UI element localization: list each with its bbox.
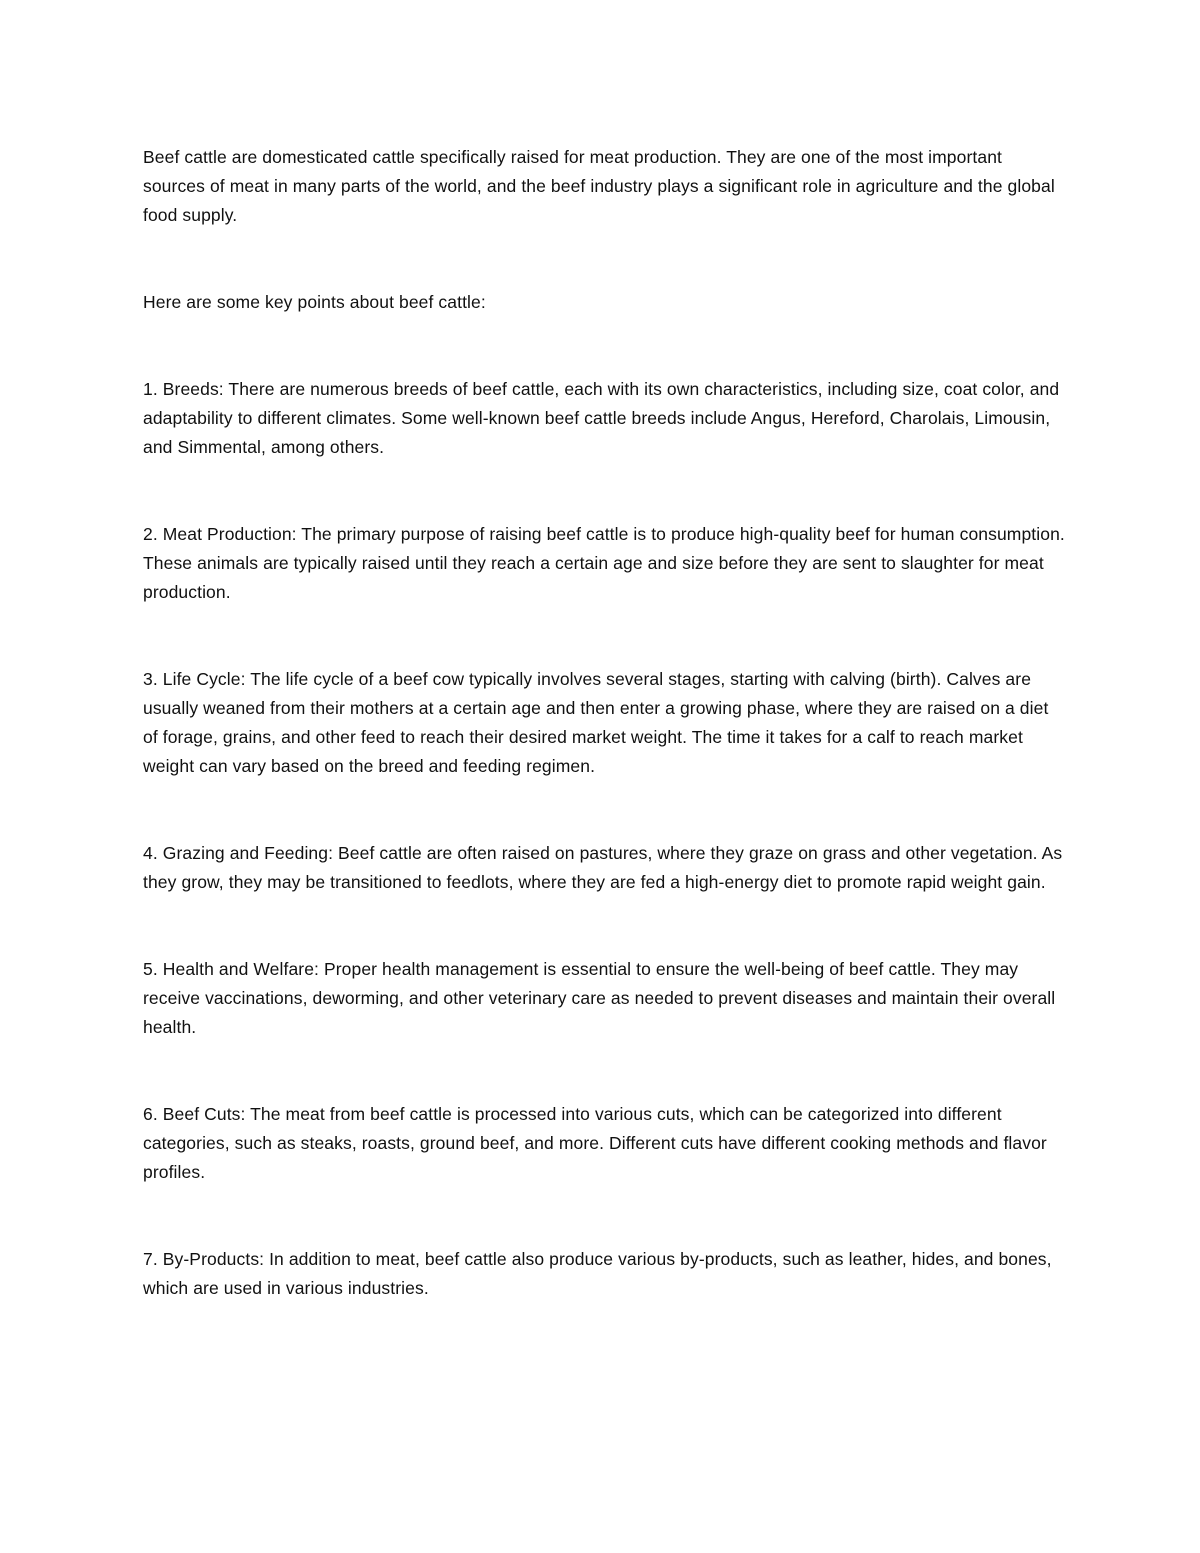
paragraph-spacer — [143, 781, 1068, 839]
point-meat-production: 2. Meat Production: The primary purpose of raising beef cattle is to produce high-quality beef for human consumption. These animals are typically raised until they reach a certain age and size before they are sent to slaughter for meat production. — [143, 524, 1065, 602]
lead-paragraph: Here are some key points about beef cattle: — [143, 292, 486, 312]
point-grazing-feeding: 4. Grazing and Feeding: Beef cattle are often raised on pastures, where they graze on grass and other vegetation. As they grow, they may be transitioned to feedlots, where they are fed a high-energy diet to promote rapid weight gain. — [143, 843, 1063, 892]
point-by-products: 7. By-Products: In addition to meat, beef cattle also produce various by-products, such as leather, hides, and bones, which are used in various industries. — [143, 1249, 1052, 1298]
document-body — [143, 143, 1068, 1303]
paragraph-spacer — [143, 897, 1068, 955]
paragraph-spacer — [143, 462, 1068, 520]
paragraph-spacer — [143, 230, 1068, 288]
paragraph-spacer — [143, 607, 1068, 665]
point-health-welfare: 5. Health and Welfare: Proper health management is essential to ensure the well-being of beef cattle. They may receive vaccinations, deworming, and other veterinary care as needed to prevent diseases and maintain their overall health. — [143, 959, 1056, 1037]
paragraph-spacer — [143, 317, 1068, 375]
point-life-cycle: 3. Life Cycle: The life cycle of a beef cow typically involves several stages, starting with calving (birth). Calves are usually weaned from their mothers at a certain age and then enter a growing phase, where they are raised on a diet of forage, grains, and other feed to reach their desired market weight. The time it takes for a calf to reach market weight can vary based on the breed and feeding regimen. — [143, 669, 1049, 776]
paragraph-spacer — [143, 1187, 1068, 1245]
paragraph-spacer — [143, 1042, 1068, 1100]
point-breeds: 1. Breeds: There are numerous breeds of beef cattle, each with its own characteristics, including size, coat color, and adaptability to different climates. Some well-known beef cattle breeds include Angus, Hereford, Charolais, Limousin, and Simmental, among others. — [143, 379, 1060, 457]
intro-paragraph: Beef cattle are domesticated cattle specifically raised for meat production. They are one of the most important sources of meat in many parts of the world, and the beef industry plays a significant role in agriculture and the global food supply. — [143, 147, 1055, 225]
point-beef-cuts: 6. Beef Cuts: The meat from beef cattle is processed into various cuts, which can be categorized into different categories, such as steaks, roasts, ground beef, and more. Different cuts have different cooking methods and flavor profiles. — [143, 1104, 1047, 1182]
